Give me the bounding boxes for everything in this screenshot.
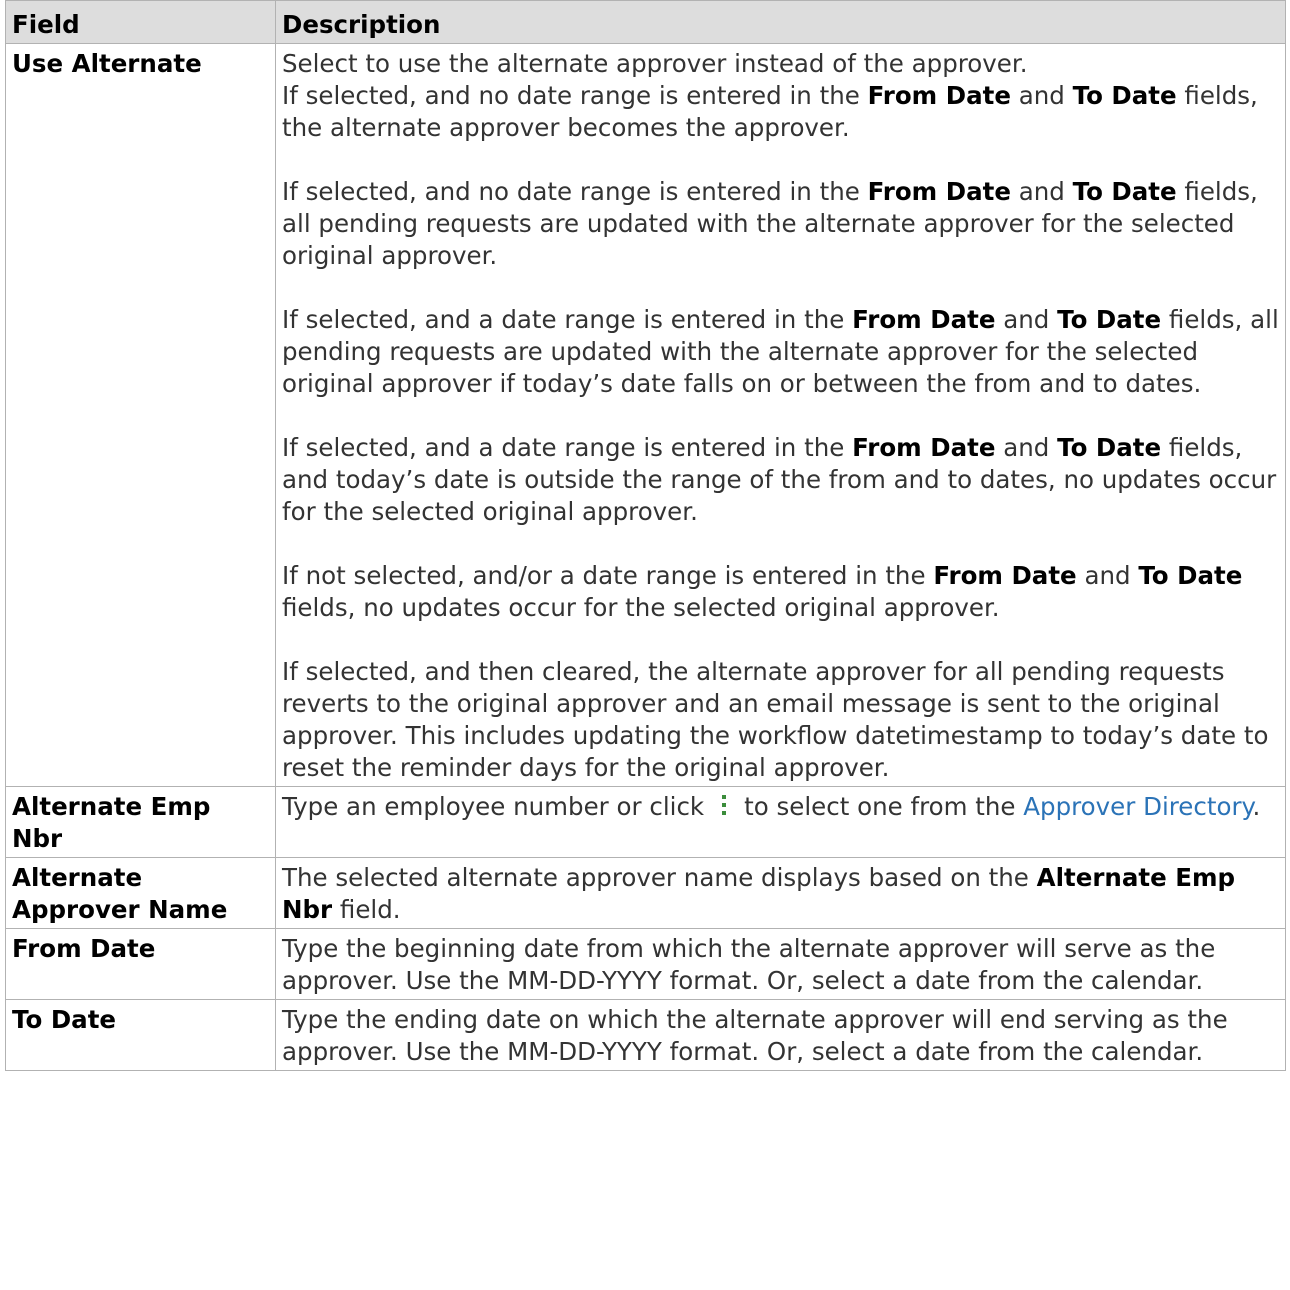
description-alternate-emp-nbr: Type an employee number or click to select one from the Approver Directory.: [276, 787, 1286, 858]
table-header-row: [6, 1, 1286, 44]
field-name-from-date: From Date: [6, 929, 276, 1000]
table-row-to-date: [6, 1000, 1286, 1071]
field-description-table: [5, 0, 1286, 1071]
description-column-header: Description: [276, 1, 1286, 44]
use-alternate-paragraph-6: If selected, and then cleared, the alternate approver for all pending requests reverts to the original approver and an email message is sent to the original approver. This includes updating the workflow datetimestamp to today’s date to reset the reminder days for the original approver.: [282, 657, 1269, 782]
approver-directory-link[interactable]: Approver Directory: [1023, 792, 1253, 821]
bold-to-date: To Date: [1057, 305, 1162, 334]
bold-from-date: From Date: [933, 561, 1077, 590]
bold-to-date: To Date: [1072, 81, 1177, 110]
use-alternate-paragraph-4: If selected, and a date range is entered in the From Date and To Date fields, and today’s date is outside the range of the from and to dates, no updates occur for the selected original approver.: [282, 433, 1277, 526]
bold-from-date: From Date: [852, 433, 996, 462]
description-use-alternate: [276, 44, 1286, 787]
table-row-alternate-emp-nbr: [6, 787, 1286, 858]
field-name-to-date: To Date: [6, 1000, 276, 1071]
bold-alternate-emp-nbr: Alternate Emp Nbr: [282, 863, 1236, 924]
field-name-alternate-emp-nbr: Alternate Emp Nbr: [6, 787, 276, 858]
description-from-date: Type the beginning date from which the alternate approver will serve as the approver. Use the MM-DD-YYYY format. Or, select a date from the calendar.: [276, 929, 1286, 1000]
use-alternate-paragraph-3: If selected, and a date range is entered in the From Date and To Date fields, all pending requests are updated with the alternate approver for the selected original approver if today’s date falls on or between the from and to dates.: [282, 305, 1279, 398]
description-to-date: Type the ending date on which the alternate approver will end serving as the approver. Use the MM-DD-YYYY format. Or, select a date from the calendar.: [276, 1000, 1286, 1071]
bold-from-date: From Date: [867, 177, 1011, 206]
description-alternate-approver-name: The selected alternate approver name displays based on the Alternate Emp Nbr field.: [276, 858, 1286, 929]
use-alternate-paragraph-5: If not selected, and/or a date range is entered in the From Date and To Date fields, no updates occur for the selected original approver.: [282, 561, 1243, 622]
bold-from-date: From Date: [852, 305, 996, 334]
bold-to-date: To Date: [1072, 177, 1177, 206]
table-row-alternate-approver-name: [6, 858, 1286, 929]
vertical-dots-icon[interactable]: [712, 793, 736, 817]
use-alternate-paragraph-1: Select to use the alternate approver instead of the approver. If selected, and no date range is entered in the From Date and To Date fields, the alternate approver becomes the approver.: [282, 49, 1258, 142]
bold-from-date: From Date: [867, 81, 1011, 110]
table-row-from-date: [6, 929, 1286, 1000]
bold-to-date: To Date: [1138, 561, 1243, 590]
use-alternate-paragraph-2: If selected, and no date range is entered in the From Date and To Date fields, all pending requests are updated with the alternate approver for the selected original approver.: [282, 177, 1258, 270]
table-row-use-alternate: [6, 44, 1286, 787]
field-name-alternate-approver-name: Alternate Approver Name: [6, 858, 276, 929]
field-name-use-alternate: Use Alternate: [6, 44, 276, 787]
bold-to-date: To Date: [1057, 433, 1162, 462]
field-column-header: Field: [6, 1, 276, 44]
